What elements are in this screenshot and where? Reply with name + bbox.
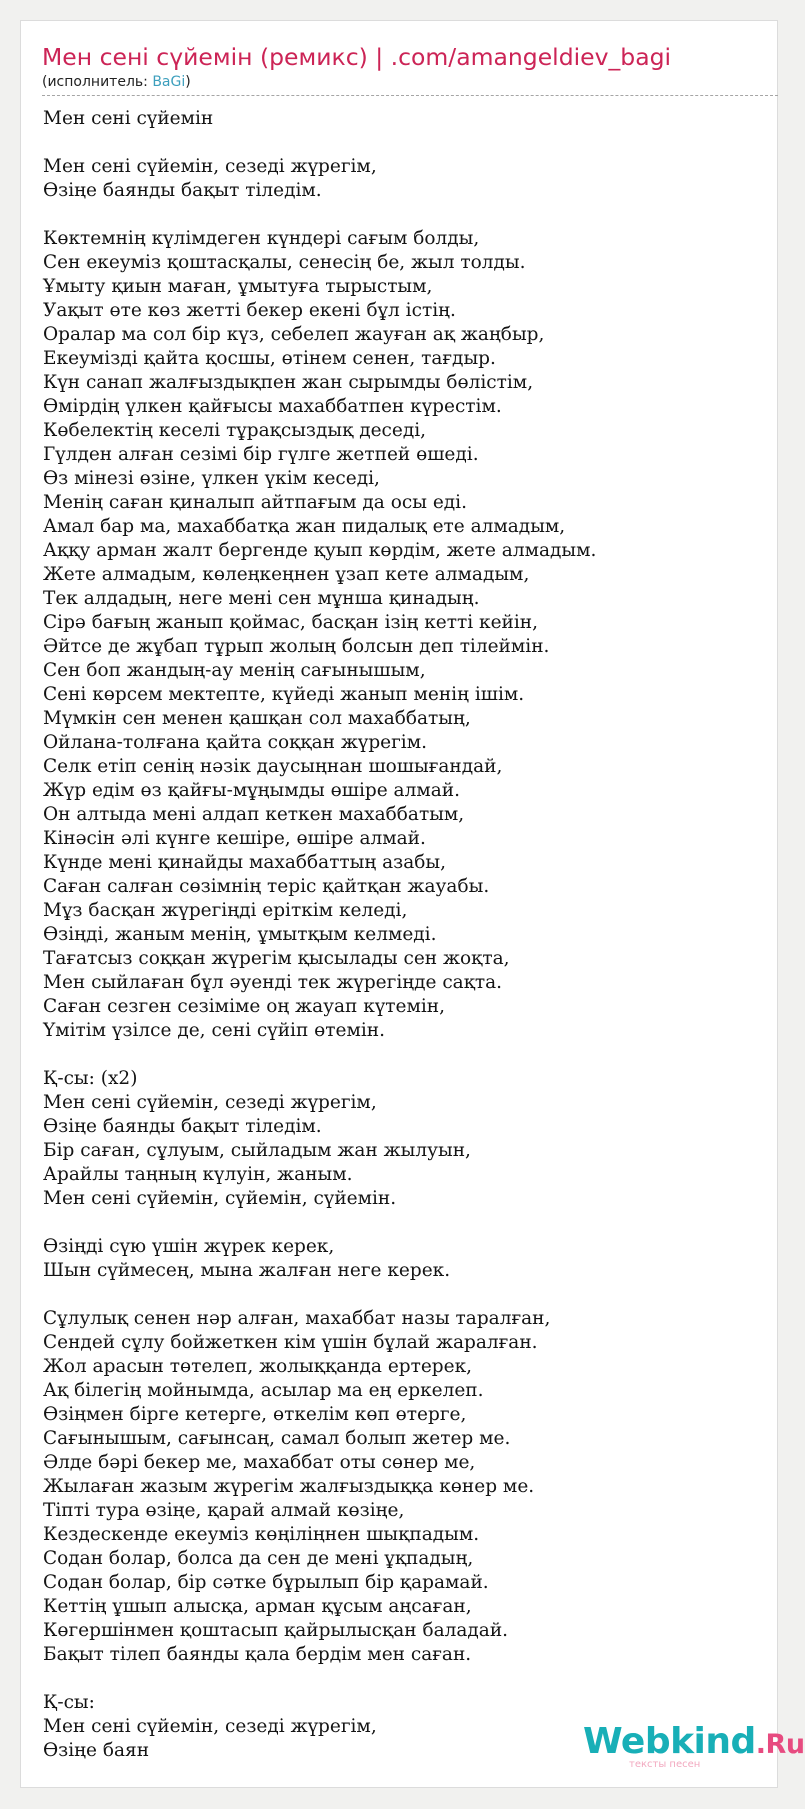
webkind-logo[interactable]	[583, 1721, 805, 1781]
logo-tld: .Ru	[755, 1729, 805, 1760]
artist-line	[42, 71, 778, 96]
artist-link[interactable]: BaGi	[152, 74, 186, 90]
page-title: Мен сені сүйемін (ремикс) | .com/amangeldiev_bagi	[42, 43, 672, 71]
lyrics-card	[20, 20, 805, 1788]
lyrics-text: Мен сені сүйемін Мен сені сүйемін, сезеді жүрегім, Өзіңе баянды бақыт тіледім. Көктемнің күлімдеген күндері сағым болды, Сен екеуміз қоштасқалы, сенесің бе, жыл толды. Ұмыту қиын маған, ұмытуға тырыстым, Уақыт өте көз жетті бекер екені бұл істің. Оралар ма сол бір күз, себелеп жауған ақ жаңбыр, Екеумізді қайта қосшы, өтінем сенен, тағдыр. Күн санап жалғыздықпен жан сырымды бөлістім, Өмірдің үлкен қайғысы махаббатпен күрестім. Көбелектің кеселі тұрақсыздық деседі, Гүлден алған сезімі бір гүлге жетпей өшеді. Өз мінезі өзіне, үлкен үкім кеседі, Менің саған қиналып айтпағым да осы еді. Амал бар ма, махаббатқа жан пидалық ете алмадым, Аққу арман жалт бергенде қуып көрдім, жете алмадым. Жете алмадым, көлеңкеңнен ұзап кете алмадым, Тек алдадың, неге мені сен мұнша қинадың. Сірә бағың жанып қоймас, басқан ізің кетті кейін, Әйтсе де жұбап тұрып жолың болсын деп тілеймін. Сен боп жандың-ау менің сағынышым, Сені көрсем мектепте, күйеді жанып менің ішім. Мүмкін сен менен қашқан сол махаббатың, Ойлана-толғана қайта соққан жүрегім. Селк етіп сенің нәзік даусыңнан шошығандай, Жүр едім өз қайғы-мұңымды өшіре алмай. Он алтыда мені алдап кеткен махаббатым, Кінәсін әлі күнге кешіре, өшіре алмай. Күнде мені қинайды махаббаттың азабы, Саған салған сөзімнің теріс қайтқан жауабы. Мұз басқан жүрегіңді еріткім келеді, Өзіңді, жаным менің, ұмытқым келмеді. Тағатсыз соққан жүрегім қысылады сен жоқта, Мен сыйлаған бұл әуенді тек жүрегіңде сақта. Саған сезген сезіміме оң жауап күтемін, Үмітім үзілсе де, сені сүйіп өтемін. Қ-сы: (х2) Мен сені сүйемін, сезеді жүрегім, Өзіңе баянды бақыт тіледім. Бір саған, сұлуым, сыйладым жан жылуын, Арайлы таңның күлуін, жаным. Мен сені сүйемін, сүйемін, сүйемін. Өзіңді сүю үшін жүрек керек, Шын сүймесең, мына жалған неге керек. Сұлулық сенен нәр алған, махаббат назы таралған, Сендей сұлу бойжеткен кім үшін бұлай жаралған. Жол арасын төтелеп, жолыққанда ертерек, Ақ білегің мойнымда, асылар ма ең еркелеп. Өзіңмен бірге кетерге, өткелім көп өтерге, Сағынышым, сағынсаң, самал болып жетер ме. Әлде бәрі бекер ме, махаббат оты сөнер ме, Жылаған жазым жүрегім жалғыздыққа көнер ме. Тіпті тура өзіңе, қарай алмай көзіңе, Кездескенде екеуміз көңіліңнен шықпадым. Содан болар, болса да сен де мені ұқпадың, Содан болар, бір сәтке бұрылып бір қарамай. Кеттің ұшып алысқа, арман құсым аңсаған, Көгершінмен қоштасып қайрылысқан баладай. Бақыт тілеп баянды қала бердім мен саған. Қ-сы: Мен сені сүйемін, сезеді жүрегім, Өзіңе баян	[43, 108, 597, 1761]
logo-name: Webkind	[583, 1721, 756, 1762]
logo-tagline: тексты песен	[629, 1759, 701, 1770]
artist-suffix: )	[185, 74, 191, 90]
artist-prefix: (исполнитель:	[42, 74, 153, 90]
